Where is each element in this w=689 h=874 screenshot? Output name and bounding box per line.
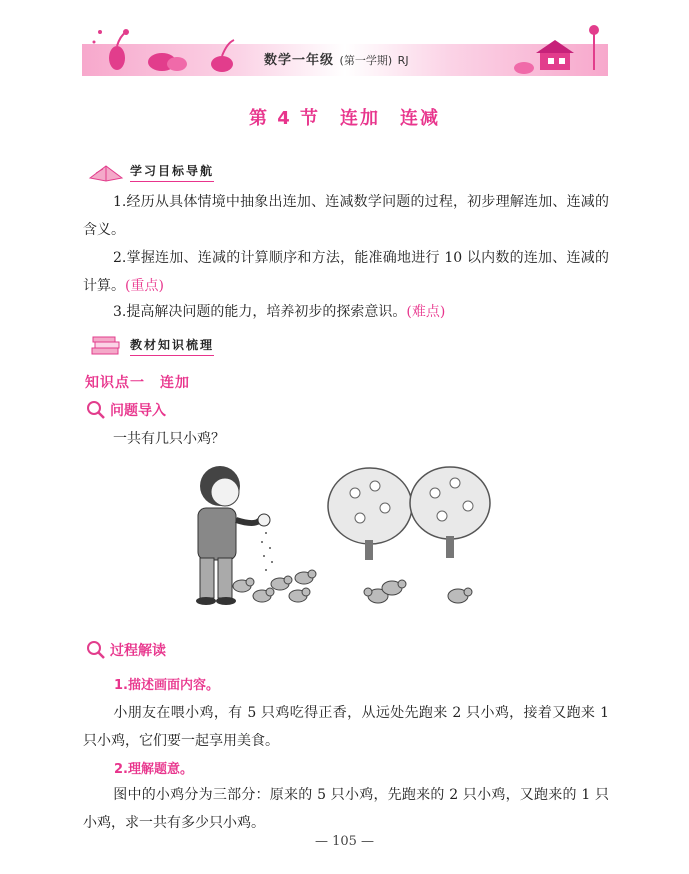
step-1-text <box>83 699 609 755</box>
intro-heading <box>86 400 166 420</box>
objective-text: 2.掌握连加、连减的计算顺序和方法，能准确地进行 10 以内数的连加、连减的计算。 <box>83 250 609 294</box>
book-edition: RJ <box>397 54 409 67</box>
step-1-body: 小朋友在喂小鸡，有 5 只鸡吃得正香，从远处先跑来 2 只小鸡，接着又跑来 1 只小鸡，它们要一起享用美食。 <box>83 705 609 749</box>
intro-question-text: 一共有几只小鸡？ <box>113 431 225 447</box>
process-heading <box>86 640 166 660</box>
book-icon <box>88 160 124 182</box>
header-banner <box>82 18 608 76</box>
falling-seeds <box>261 532 273 571</box>
step-1-title: 1.描述画面内容。 <box>114 678 219 693</box>
magnifier-icon <box>86 640 106 660</box>
book-term: (第一学期) <box>339 54 393 67</box>
step-2-text <box>83 781 609 837</box>
boy-feeding-chicks-illustration <box>180 458 510 626</box>
section-title: 第 4 节 连加 连减 <box>248 108 441 129</box>
tree-right <box>410 467 490 558</box>
key-point-tag: (重点) <box>125 278 164 294</box>
step-2-title: 2.理解题意。 <box>114 762 193 777</box>
books-stack-icon <box>88 334 124 356</box>
objectives-heading-text: 学习目标导航 <box>130 162 214 182</box>
process-heading-text: 过程解读 <box>110 643 166 659</box>
page-number: — 105 — <box>314 834 375 849</box>
chicks <box>233 570 472 603</box>
knowledge-heading-text: 教材知识梳理 <box>130 336 214 356</box>
objective-text: 3.提高解决问题的能力，培养初步的探索意识。 <box>113 304 407 320</box>
objective-text: 1.经历从具体情境中抽象出连加、连减数学问题的过程，初步理解连加、连减的含义。 <box>83 194 609 238</box>
knowledge-point-title: 知识点一 连加 <box>85 375 190 391</box>
objective-item-3 <box>83 298 609 326</box>
book-title-text: 数学一年级 <box>264 53 335 68</box>
intro-question <box>83 425 609 453</box>
objectives-heading <box>88 160 214 182</box>
flowers-decoration-icon <box>82 18 242 76</box>
difficulty-tag: (难点) <box>406 304 446 320</box>
intro-heading-text: 问题导入 <box>110 403 166 419</box>
objective-item-1 <box>83 188 609 244</box>
book-title <box>264 49 409 68</box>
tree-left <box>328 468 412 560</box>
house-decoration-icon <box>512 18 608 76</box>
objective-item-2 <box>83 244 609 300</box>
step-2-body: 图中的小鸡分为三部分：原来的 5 只小鸡，先跑来的 2 只小鸡，又跑来的 1 只小鸡，求一共有多少只小鸡。 <box>83 787 609 831</box>
magnifier-icon <box>86 400 106 420</box>
knowledge-heading <box>88 334 214 356</box>
